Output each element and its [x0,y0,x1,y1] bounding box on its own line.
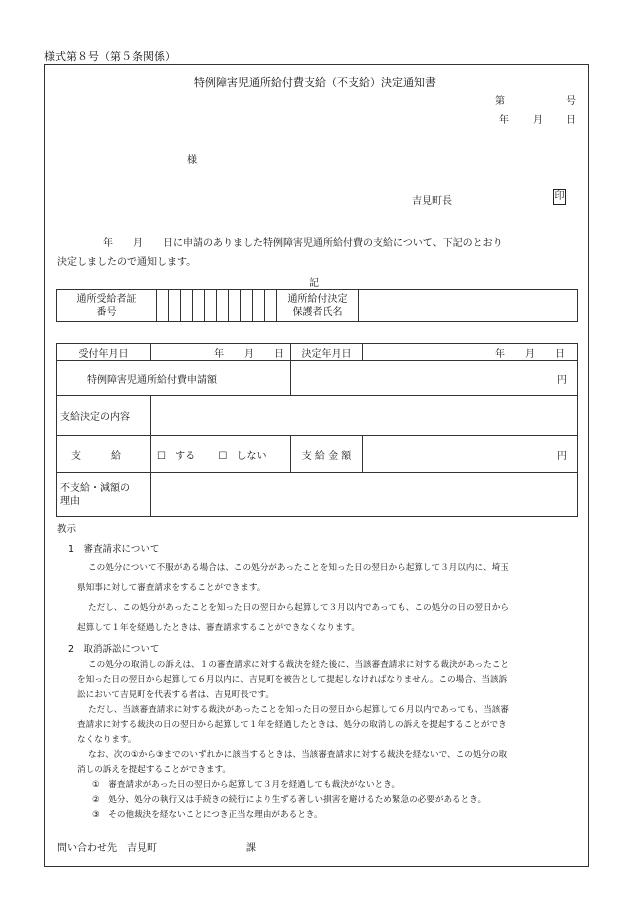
ki-heading: 記 [309,278,319,289]
decision-date-field[interactable]: 年 月 日 [363,344,578,361]
reason-label: 不支給・減額の 理由 [57,473,151,517]
number-go: 号 [566,96,576,107]
recipient-suffix: 様 [187,155,197,166]
decision-date-label: 決定年月日 [291,344,363,361]
request-amount-field[interactable]: 円 [291,361,578,396]
guardian-name-field[interactable] [359,290,578,322]
document-title: 特例障害児通所給付費支給（不支給）決定通知書 [194,76,436,89]
section1-p2-line2: 起算して１年を経過したときは、審査請求することができなくなります。 [77,623,360,633]
content-field[interactable] [151,396,578,436]
seal-box: 印 [553,189,566,205]
section2-p3-line1: なお、次の①から③までのいずれかに該当するときは、当該審査請求に対する裁決を経ないで、この処分の取 [88,750,508,760]
cert-digit-cell[interactable] [181,290,193,322]
cert-digit-cell[interactable] [193,290,205,322]
section2-p1-line2: を知った日の翌日から起算して６月以内に、吉見町を被告として提起しなければなりません。この場合、当該訴 [77,675,508,685]
guardian-name-label: 通所給付決定 保護者氏名 [277,290,359,322]
recipient-table [56,289,578,322]
notice-line-2: 決定しましたので通知します。 [57,257,197,268]
cert-digit-cell[interactable] [169,290,181,322]
date-day: 日 [566,115,576,126]
cert-digit-cell[interactable] [157,290,169,322]
shikyu-options [151,436,291,473]
issuer-name: 吉見町長 [412,196,452,207]
checkbox-dont[interactable]: ☐ [218,450,228,462]
section2-p1-line1: この処分の取消しの訴えは、１の審査請求に対する裁決を経た後に、当該審査請求に対する裁決があったこと [88,660,510,670]
number-dai: 第 [495,96,505,107]
reason-field[interactable] [151,473,578,517]
date-month: 月 [533,115,543,126]
content-label: 支給決定の内容 [57,396,151,436]
contact-label: 問い合わせ先 吉見町 [57,843,157,854]
section1-p1-line2: 県知事に対して審査請求をすることができます。 [77,583,266,593]
checkbox-do[interactable]: ☐ [157,450,166,462]
received-date-label: 受付年月日 [57,344,151,361]
decision-table [56,343,578,517]
date-year: 年 [499,115,509,126]
cert-digit-cell[interactable] [229,290,241,322]
cert-digit-cell[interactable] [265,290,277,322]
instructions-heading: 教示 [57,524,77,535]
cert-digit-cell[interactable] [205,290,217,322]
notice-line-1: 年 月 日に申請のありました特例障害児通所給付費の支給について、下記のとおり [103,238,503,249]
section1-p2-line1: ただし、この処分があったことを知った日の翌日から起算して３月以内であっても、この処分の日の翌日から [88,603,509,613]
option-dont-label: しない [236,450,267,462]
cert-digit-cell[interactable] [217,290,229,322]
section2-p1-line3: 訟において吉見町を代表する者は、吉見町長です。 [77,690,274,700]
section2-p2-line2: 査請求に対する裁決の日の翌日から起算して１年を経過したときは、処分の取消しの訴えを提起することができ [77,720,507,730]
exception-item-3: ③ その他裁決を経ないことにつき正当な理由があるとき。 [92,810,323,820]
section2-p2-line3: なくなります。 [77,735,137,745]
received-date-field[interactable]: 年 月 日 [151,344,291,361]
section1-title: 1 審査請求について [68,544,160,555]
exception-item-2: ② 処分、処分の執行又は手続きの続行により生ずる著しい損害を避けるため緊急の必要があるとき。 [92,795,487,805]
form-number: 様式第８号（第５条関係） [44,50,176,63]
cert-number-label: 通所受給者証 番号 [57,290,157,322]
exception-item-1: ① 審査請求があった日の翌日から起算して３月を経過しても裁決がないとき。 [92,780,401,790]
section2-title: 2 取消訴訟について [68,644,160,655]
cert-digit-cell[interactable] [241,290,253,322]
request-amount-label: 特例障害児通所給付費申請額 [57,361,291,396]
shikyu-label: 支 給 [57,436,151,473]
amount-field[interactable]: 円 [363,436,578,473]
section1-p1-line1: この処分について不服がある場合は、この処分があったことを知った日の翌日から起算して３月以内に、埼玉 [88,563,509,573]
option-do-label: する [175,450,196,462]
section2-p2-line1: ただし、当該審査請求に対する裁決があったことを知った日の翌日から起算して６月以内であっても、当該審 [88,705,509,715]
section2-p3-line2: 消しの訴えを提起することができます。 [77,765,232,775]
contact-ka: 課 [246,843,256,854]
cert-digit-cell[interactable] [253,290,265,322]
amount-label: 支 給 金 額 [291,436,363,473]
